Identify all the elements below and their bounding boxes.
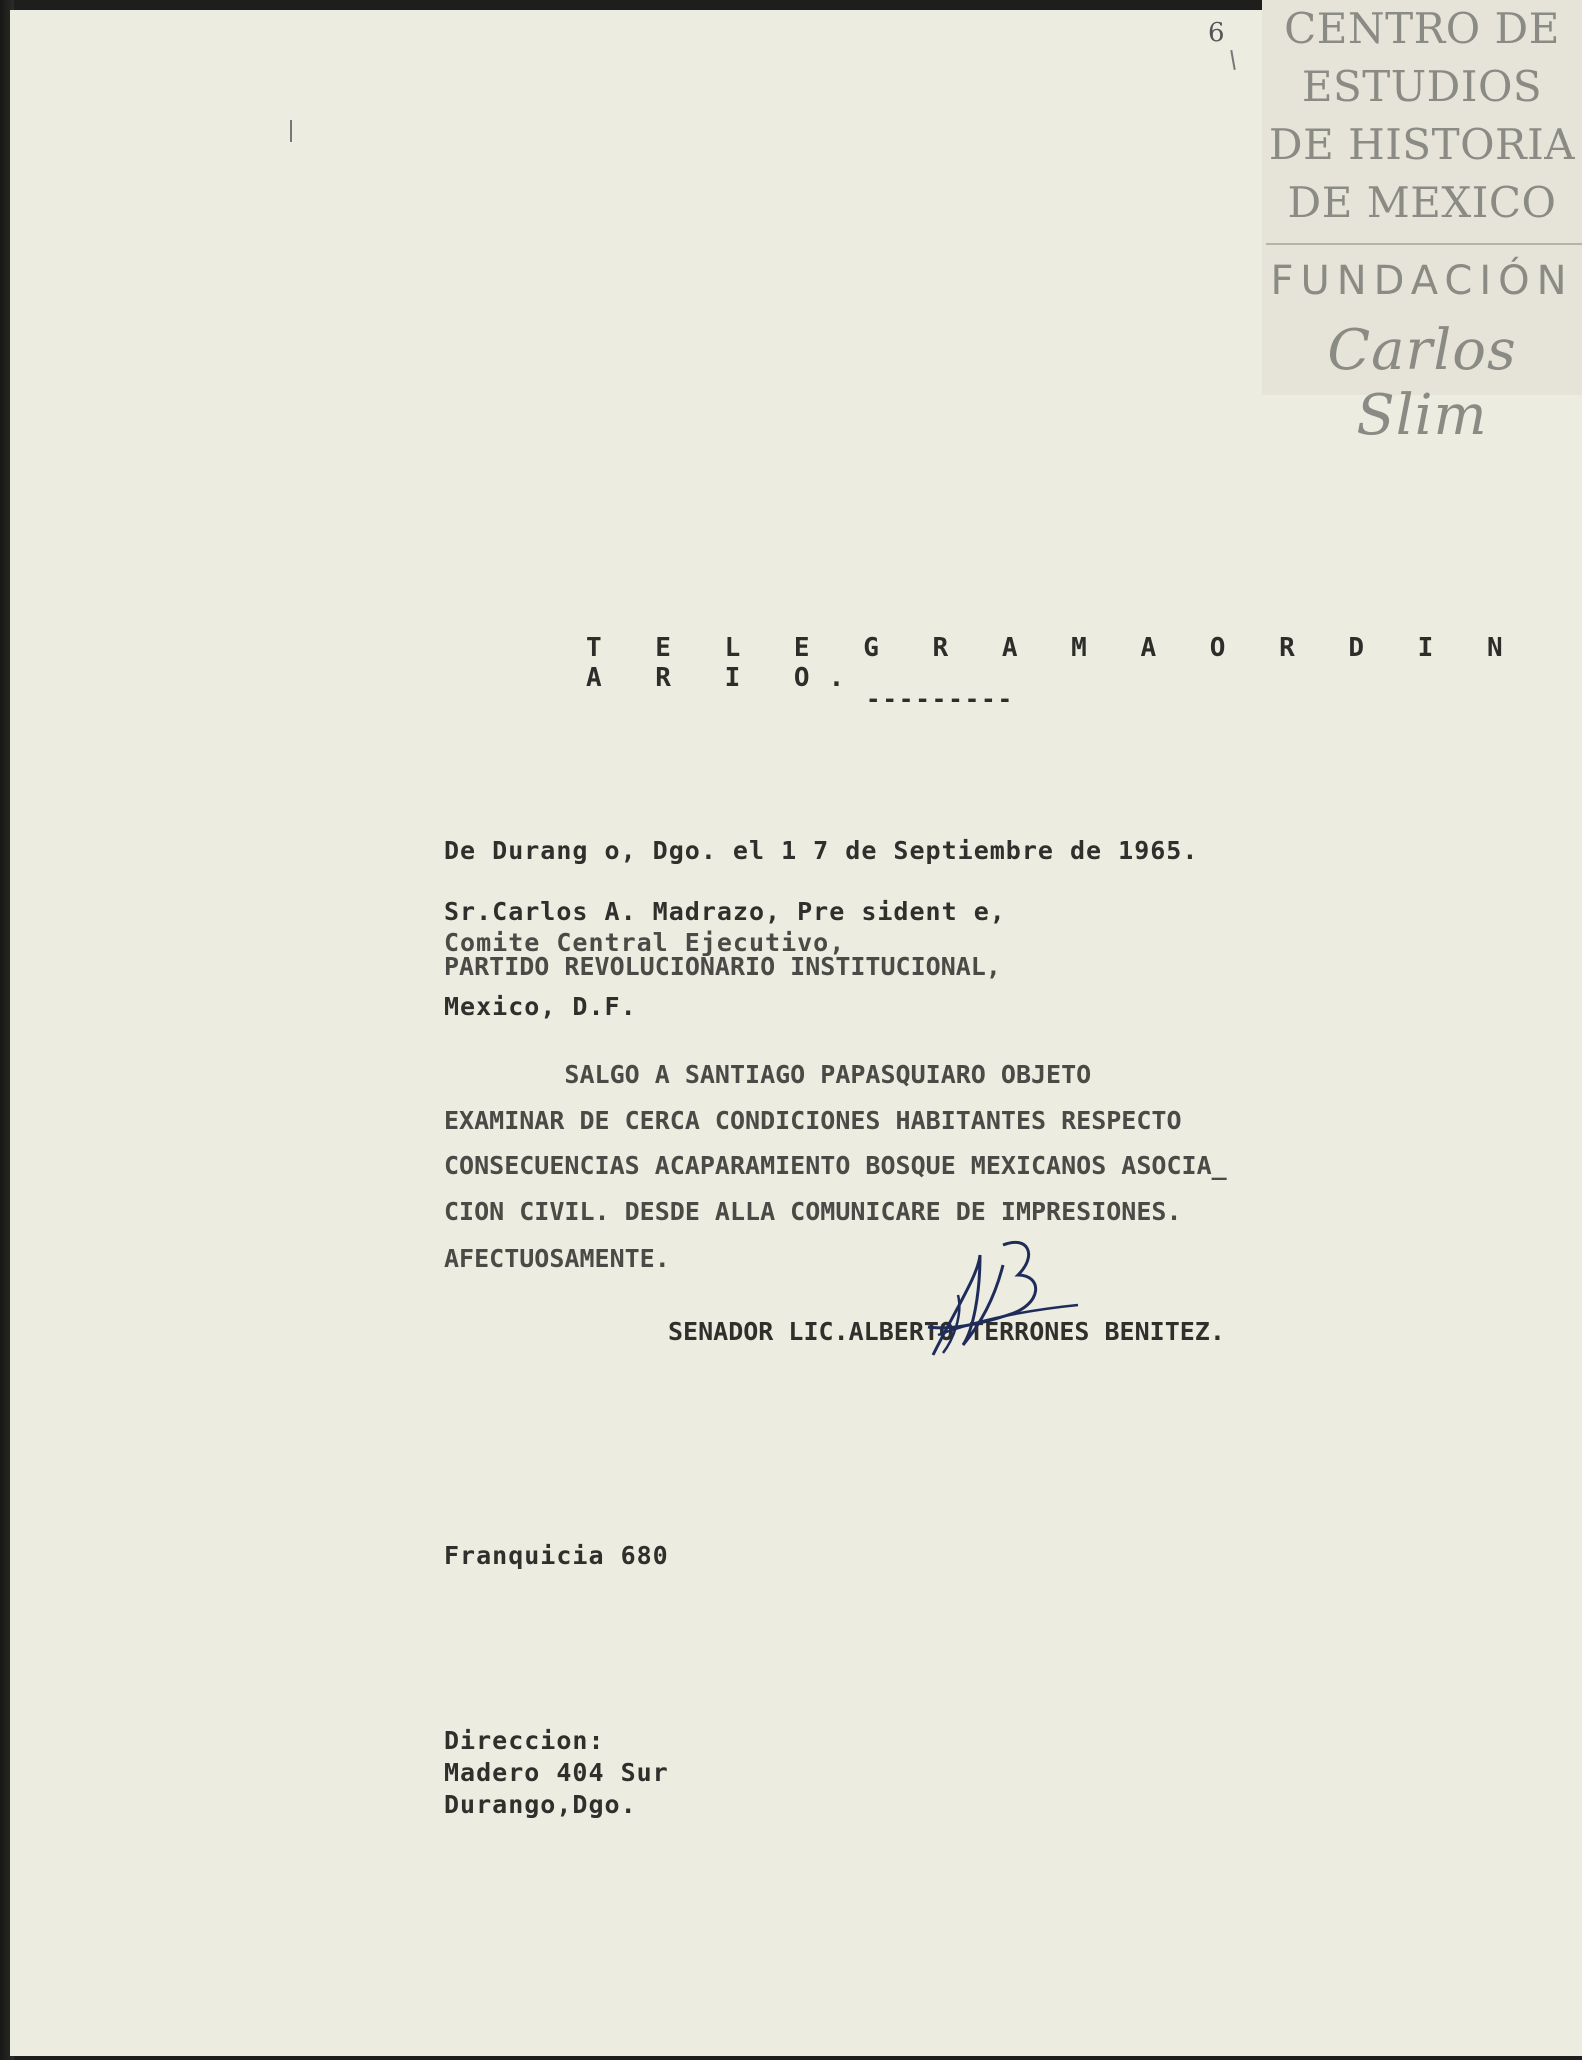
franchise-number: Franquicia 680 — [444, 1541, 669, 1570]
addressee-line-3: PARTIDO REVOLUCIONARIO INSTITUCIONAL, — [444, 952, 1001, 981]
sender-signature-line: SENADOR LIC.ALBERTO TERRONES BENITEZ. — [668, 1317, 1225, 1346]
logo-line-2: ESTUDIOS — [1301, 62, 1543, 111]
address-street: Madero 404 Sur — [444, 1758, 669, 1787]
address-label: Direccion: — [444, 1726, 605, 1755]
archive-logo — [1262, 0, 1582, 448]
address-city: Durango,Dgo. — [444, 1790, 637, 1819]
logo-line-1: CENTRO DE — [1284, 4, 1560, 53]
logo-divider — [1266, 243, 1582, 245]
place-date: De Durang o, Dgo. el 1 7 de Septiembre de 1965. — [444, 836, 1199, 865]
addressee-line-4: Mexico, D.F. — [444, 992, 637, 1021]
logo-line-3: DE HISTORIA — [1268, 120, 1576, 169]
logo-name: Carlos Slim — [1327, 318, 1517, 448]
handwritten-signature — [918, 1235, 1088, 1365]
margin-mark — [290, 120, 292, 142]
body-line-1: SALGO A SANTIAGO PAPASQUIARO OBJETO — [444, 1060, 1092, 1089]
telegram-title: T E L E G R A M A O R D I N A R I O. — [586, 633, 1522, 693]
page-number: 6 — [1208, 18, 1225, 48]
addressee-line-1: Sr.Carlos A. Madrazo, Pre sident e, — [444, 897, 1006, 926]
logo-foundation: FUNDACIÓN — [1270, 258, 1574, 304]
logo-line-4: DE MEXICO — [1287, 178, 1557, 227]
title-underline: --------- — [866, 685, 1015, 713]
addressee-line-2: Comite Central Ejecutivo, — [444, 928, 846, 957]
body-line-3: CONSECUENCIAS ACAPARAMIENTO BOSQUE MEXICANOS ASOCIA_ — [444, 1151, 1227, 1180]
body-line-5: AFECTUOSAMENTE. — [444, 1244, 670, 1273]
body-line-4: CION CIVIL. DESDE ALLA COMUNICARE DE IMPRESIONES. — [444, 1197, 1182, 1226]
body-line-2: EXAMINAR DE CERCA CONDICIONES HABITANTES RESPECTO — [444, 1106, 1182, 1135]
